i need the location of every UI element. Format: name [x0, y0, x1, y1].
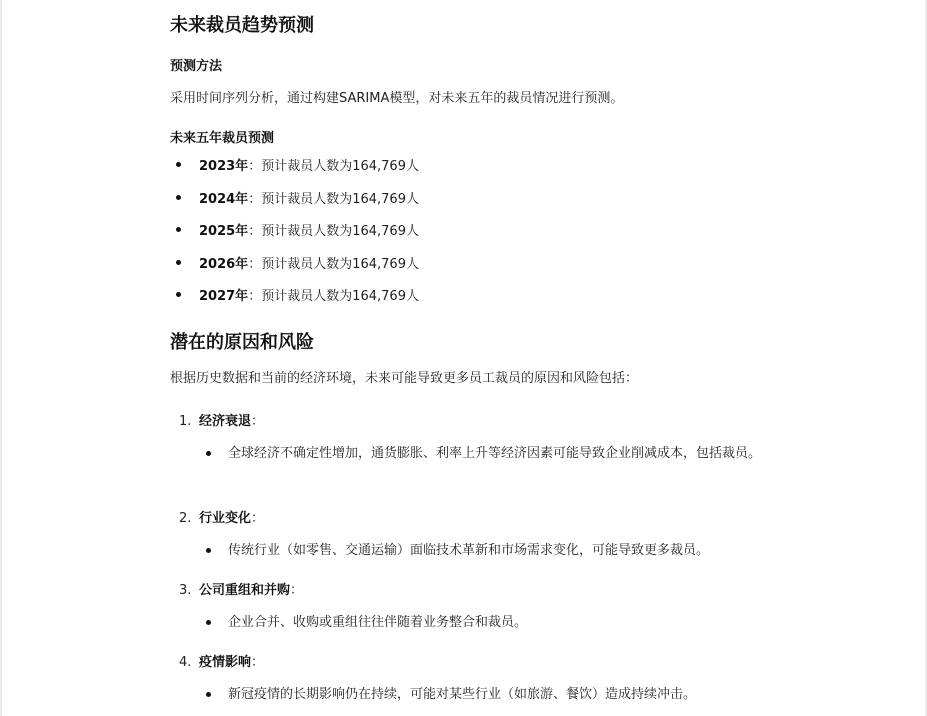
bullet-icon — [206, 548, 211, 553]
separator: ： — [251, 414, 265, 429]
bullet-icon — [176, 227, 181, 232]
risk-title — [179, 507, 264, 526]
bullet-icon — [176, 292, 181, 297]
item-number: 4. — [179, 655, 192, 670]
forecast-value: 预计裁员人数为164,769人 — [261, 289, 419, 304]
method-text: 采用时间序列分析，通过构建SARIMA模型，对未来五年的裁员情况进行预测。 — [170, 91, 624, 106]
forecast-value: 预计裁员人数为164,769人 — [261, 159, 419, 174]
separator: ： — [248, 224, 262, 239]
risk-detail — [206, 683, 796, 707]
risk-detail — [206, 442, 796, 466]
list-item — [170, 253, 770, 286]
separator: ： — [251, 511, 265, 526]
separator: ： — [290, 583, 304, 598]
separator: ： — [248, 256, 262, 272]
item-number: 1. — [179, 414, 192, 429]
forecast-year: 2023年 — [199, 159, 249, 174]
forecast-value: 预计裁员人数为164,769人 — [261, 191, 419, 207]
list-item — [170, 220, 770, 253]
separator: ： — [248, 289, 262, 304]
risk-name: 行业变化 — [199, 511, 252, 526]
section-title-risks: 潜在的原因和风险 — [170, 332, 314, 353]
risk-detail-text: 新冠疫情的长期影响仍在持续，可能对某些行业（如旅游、餐饮）造成持续冲击。 — [228, 687, 697, 702]
separator: ： — [248, 191, 262, 207]
forecast-value: 预计裁员人数为164,769人 — [261, 256, 419, 272]
risk-name: 公司重组和并购 — [199, 583, 291, 598]
forecast-heading: 未来五年裁员预测 — [170, 131, 275, 146]
risks-intro: 根据历史数据和当前的经济环境，未来可能导致更多员工裁员的原因和风险包括： — [170, 371, 639, 386]
left-border — [0, 0, 2, 716]
risk-title — [179, 410, 264, 429]
list-item — [170, 285, 770, 318]
bullet-icon — [206, 451, 211, 456]
risk-name: 疫情影响 — [199, 655, 252, 670]
forecast-year: 2027年 — [199, 289, 249, 304]
section-title-forecast: 未来裁员趋势预测 — [170, 15, 314, 36]
bullet-icon — [176, 162, 181, 167]
risk-detail-text: 企业合并、收购或重组往往伴随着业务整合和裁员。 — [228, 615, 528, 630]
forecast-year: 2026年 — [199, 256, 249, 272]
item-number: 2. — [179, 511, 192, 526]
risk-title — [179, 579, 303, 598]
bullet-icon — [176, 260, 181, 265]
list-item — [170, 155, 770, 188]
item-number: 3. — [179, 583, 192, 598]
forecast-value: 预计裁员人数为164,769人 — [261, 224, 419, 239]
forecast-list — [170, 155, 770, 318]
method-heading: 预测方法 — [170, 59, 223, 74]
list-item — [170, 188, 770, 221]
separator: ： — [251, 655, 265, 670]
bullet-icon — [176, 195, 181, 200]
separator: ： — [248, 159, 262, 174]
forecast-year: 2024年 — [199, 191, 249, 207]
forecast-year: 2025年 — [199, 224, 249, 239]
risk-detail-text: 全球经济不确定性增加，通货膨胀、利率上升等经济因素可能导致企业削减成本，包括裁员。 — [228, 446, 762, 461]
risk-detail-text: 传统行业（如零售、交通运输）面临技术革新和市场需求变化，可能导致更多裁员。 — [228, 543, 710, 558]
risk-name: 经济衰退 — [199, 414, 252, 429]
bullet-icon — [206, 692, 211, 697]
risk-detail — [206, 611, 796, 635]
risk-detail — [206, 539, 796, 563]
risk-title — [179, 651, 264, 670]
bullet-icon — [206, 620, 211, 625]
